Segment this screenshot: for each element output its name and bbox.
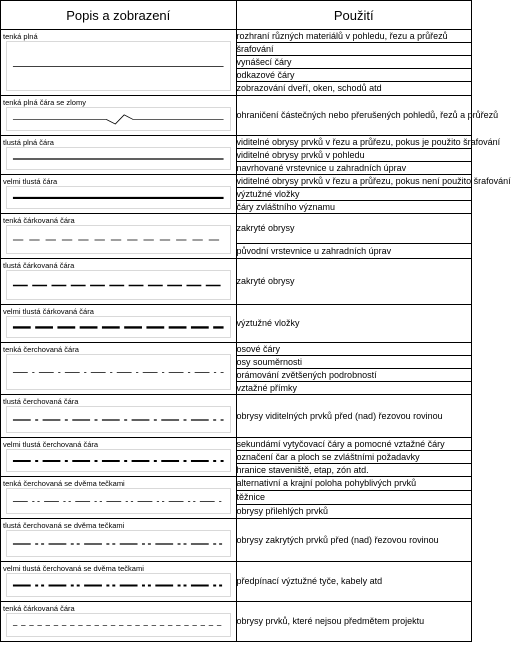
line-type-name: tenká čerchovaná se dvěma tečkami	[3, 479, 125, 488]
line-type-name: tenká čárkovaná čára	[3, 604, 75, 613]
line-description-cell	[1, 438, 237, 477]
line-description-cell	[1, 395, 237, 438]
line-type-name: velmi tlustá čára	[3, 177, 58, 186]
usage-cell: orámování zvětšených podrobností	[236, 369, 472, 382]
table-row	[1, 136, 472, 149]
usage-cell: rozhraní různých materiálů v pohledu, řezu a průřezů	[236, 30, 472, 43]
line-sample-box	[6, 530, 231, 557]
line-sample-graphic	[7, 355, 230, 389]
line-sample-graphic	[7, 108, 230, 130]
header-row	[1, 1, 472, 30]
usage-cell: vynášecí čáry	[236, 56, 472, 69]
line-sample-box	[6, 406, 231, 433]
line-description-cell	[1, 519, 237, 562]
usage-cell: původní vrstevnice u zahradních úprav	[236, 244, 472, 259]
table-row	[1, 305, 472, 343]
line-sample-box	[6, 573, 231, 597]
line-sample-graphic	[7, 489, 230, 513]
usage-cell: viditelné obrysy prvků v řezu a průřezu, pokus je použito šrafování	[236, 136, 501, 147]
table-row	[1, 214, 472, 244]
table-row	[1, 477, 472, 491]
usage-cell: obrysy viditelných prvků před (nad) řezovou rovinou	[236, 395, 472, 438]
usage-cell: obrysy zakrytých prvků před (nad) řezovou rovinou	[236, 519, 472, 562]
table-row	[1, 343, 472, 356]
line-description-cell	[1, 175, 237, 214]
line-type-name: tlustá čárkovaná čára	[3, 261, 75, 270]
usage-cell: osy souměrnosti	[236, 356, 472, 369]
table-row	[1, 96, 472, 136]
line-sample-box	[6, 354, 231, 390]
line-sample-box	[6, 186, 231, 209]
usage-cell: označení čar a ploch se zvláštními požadavky	[236, 451, 472, 464]
line-description-cell	[1, 477, 237, 519]
line-sample-graphic	[7, 148, 230, 169]
usage-cell: předpínací výztužné tyče, kabely atd	[236, 562, 472, 602]
line-sample-graphic	[7, 226, 230, 253]
usage-cell: alternativní a krajní poloha pohyblivých prvků	[236, 477, 472, 491]
line-type-name: tenká plná čára se zlomy	[3, 98, 86, 107]
usage-cell: zobrazování dveří, oken, schodů atd	[236, 82, 472, 96]
usage-cell: viditelné obrysy prvků v řezu a průřezu, pokus není použito šrafování	[236, 175, 511, 186]
line-sample-box	[6, 147, 231, 170]
usage-cell: těžnice	[236, 491, 472, 505]
line-sample-graphic	[7, 317, 230, 337]
line-type-name: tenká čerchovaná čára	[3, 345, 79, 354]
usage-cell: výztužné vložky	[236, 305, 472, 343]
line-sample-stroke	[13, 115, 224, 124]
usage-cell: navrhované vrstevnice u zahradních úprav	[236, 162, 472, 175]
line-type-name: tenká plná	[3, 32, 38, 41]
usage-cell: hranice staveniště, etap, zón atd.	[236, 464, 472, 477]
line-type-name: velmi tlustá čárkovaná čára	[3, 307, 94, 316]
usage-cell: ohraničení částečných nebo přerušených pohledů, řezů a průřezů	[236, 96, 472, 136]
line-description-cell	[1, 259, 237, 305]
table-row	[1, 30, 472, 43]
usage-cell: odkazové čáry	[236, 69, 472, 82]
usage-cell: výztužné vložky	[236, 188, 472, 201]
line-description-cell	[1, 562, 237, 602]
line-description-cell	[1, 602, 237, 642]
line-sample-graphic	[7, 407, 230, 432]
line-type-name: velmi tlustá čerchovaná čára	[3, 440, 99, 449]
line-sample-box	[6, 488, 231, 514]
line-sample-box	[6, 449, 231, 472]
line-sample-graphic	[7, 187, 230, 208]
line-type-name: tenká čárkovaná čára	[3, 216, 75, 225]
table-row	[1, 602, 472, 642]
line-sample-box	[6, 41, 231, 91]
usage-cell: zakryté obrysy	[236, 259, 472, 305]
line-description-cell	[1, 214, 237, 259]
line-description-cell	[1, 30, 237, 96]
line-description-cell	[1, 343, 237, 395]
line-sample-graphic	[7, 450, 230, 471]
usage-cell: sekundámí vytyčovací čáry a pomocné vztažné čáry	[236, 438, 472, 451]
table-row	[1, 562, 472, 602]
line-type-name: velmi tlustá čerchovaná se dvěma tečkami	[3, 564, 144, 573]
line-sample-box	[6, 225, 231, 254]
line-type-name: tlustá čerchovaná čára	[3, 397, 79, 406]
line-type-name: tlustá čerchovaná se dvěma tečkami	[3, 521, 125, 530]
line-sample-box	[6, 613, 231, 637]
usage-cell: obrysy prvků, které nejsou předmětem projektu	[236, 602, 472, 642]
usage-cell: vztažné přímky	[236, 382, 472, 395]
usage-cell: zakryté obrysy	[236, 214, 472, 244]
line-sample-box	[6, 270, 231, 300]
line-description-cell	[1, 305, 237, 343]
line-sample-graphic	[7, 614, 230, 636]
usage-cell: čáry zvláštního významu	[236, 201, 472, 214]
line-sample-box	[6, 316, 231, 338]
header-description: Popis a zobrazení	[1, 1, 237, 30]
line-sample-box	[6, 107, 231, 131]
line-sample-graphic	[7, 42, 230, 90]
table-row	[1, 175, 472, 188]
table-row	[1, 519, 472, 562]
line-type-name: tlustá plná čára	[3, 138, 54, 147]
table-row	[1, 395, 472, 438]
line-sample-graphic	[7, 574, 230, 596]
line-sample-graphic	[7, 271, 230, 299]
header-usage: Použití	[236, 1, 472, 30]
usage-cell: osové čáry	[236, 343, 472, 356]
line-description-cell	[1, 96, 237, 136]
table-row	[1, 259, 472, 305]
usage-cell: viditelné obrysy prvků v pohledu	[236, 149, 472, 162]
line-description-cell	[1, 136, 237, 175]
usage-cell: šrafování	[236, 43, 472, 56]
table-row	[1, 438, 472, 451]
table-body	[1, 30, 511, 642]
usage-cell: obrysy přilehlých prvků	[236, 505, 472, 519]
line-sample-graphic	[7, 531, 230, 556]
